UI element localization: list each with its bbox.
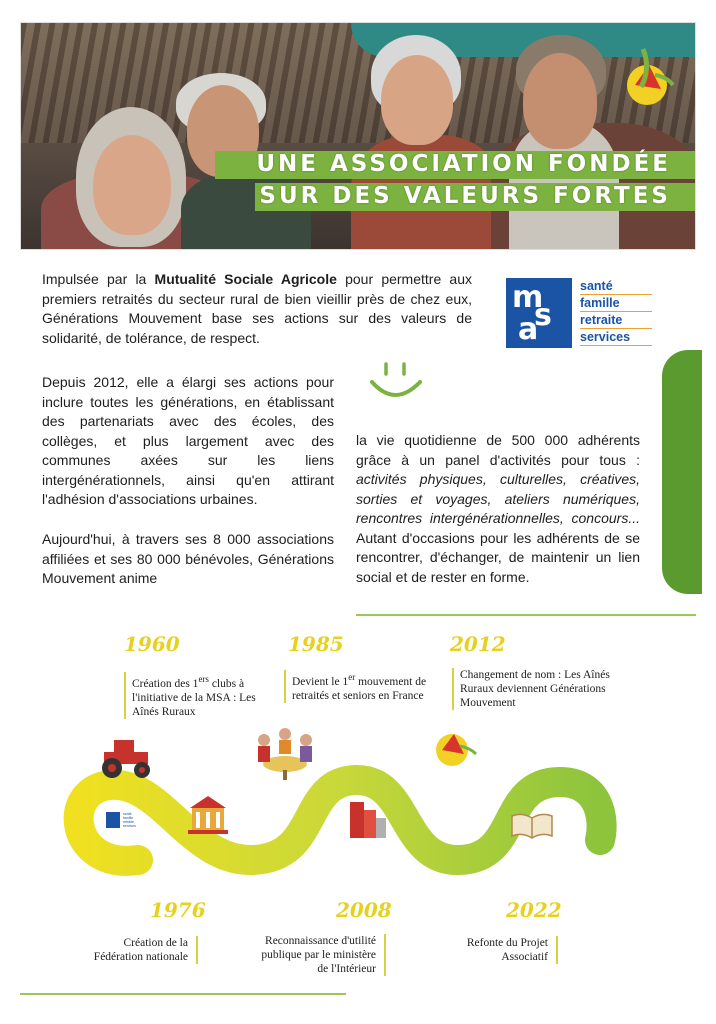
event-bar [196, 936, 198, 964]
timeline-year-2012: 2012 [450, 632, 506, 656]
event-bar [556, 936, 558, 964]
tractor-icon [98, 736, 156, 780]
mini-msa-box [106, 812, 120, 828]
hero-title-line-1: UNE ASSOCIATION FONDÉE [256, 151, 671, 177]
intro-text-end: pour permettre aux premiers retraités du secteur rural de bien vieillir près de chez eux, Générations Mouvement base ses actions sur des valeurs de solidarité, de tolérance, de respect. [42, 271, 473, 346]
mini-msa-line: santé [123, 812, 132, 816]
event-bar [124, 672, 126, 719]
event-text: clubs à l'initiative de la MSA : Les Aînés Ruraux [132, 677, 256, 718]
msa-letter: a [518, 312, 539, 347]
generations-mouvement-logo-icon [432, 722, 478, 768]
event-text: Création des 1 [132, 677, 199, 690]
mini-msa-line: retraite [123, 820, 134, 824]
event-text: Reconnaissance d'utilité publique par le ministère de l'Intérieur [261, 935, 376, 975]
building-icon [186, 794, 230, 836]
mini-msa-line: services [123, 824, 136, 828]
timeline-year-1976: 1976 [150, 898, 206, 922]
timeline-event-2022 [462, 936, 548, 964]
mini-msa-lines [123, 812, 136, 828]
timeline-year-2008: 2008 [336, 898, 392, 922]
col2-italic: activités physiques, culturelles, créatives, sorties et voyages, ateliers numériques, rencontres intergénérationnelles, concours... [356, 471, 640, 526]
msa-letter: s [534, 298, 552, 333]
msa-letter: m [512, 280, 544, 315]
intro-text: Impulsée par la [42, 271, 155, 287]
col2-text-end: Autant d'occasions pour les adhérents de se rencontrer, d'échanger, de maintenir un lien social et de rester en forme. [356, 529, 640, 585]
msa-line: services [580, 329, 652, 346]
event-sup: ers [198, 674, 209, 684]
hero-title-line-2: SUR DES VALEURS FORTES [259, 183, 671, 209]
mini-msa-logo [106, 812, 150, 834]
timeline-event-2012 [460, 668, 620, 710]
event-bar [384, 934, 386, 976]
event-sup: er [348, 672, 356, 682]
timeline-event-1985 [292, 670, 432, 703]
msa-line: retraite [580, 312, 652, 329]
col2-text: la vie quotidienne de 500 000 adhérents grâce à un panel d'activités pour tous : [356, 432, 640, 468]
event-bar [284, 670, 286, 703]
timeline-event-2008 [254, 934, 376, 976]
people-table-icon [250, 724, 320, 782]
event-text: Changement de nom : Les Aînés Ruraux deviennent Générations Mouvement [460, 669, 610, 709]
open-book-icon [510, 810, 554, 840]
intro-bold: Mutualité Sociale Agricole [154, 271, 337, 287]
event-text: Devient le 1 [292, 675, 349, 688]
event-text: Refonte du Projet Associatif [466, 937, 548, 963]
city-buildings-icon [346, 798, 390, 842]
timeline-year-1960: 1960 [124, 632, 180, 656]
timeline-event-1960 [132, 672, 276, 719]
msa-line: famille [580, 295, 652, 312]
col1-paragraph-2: Aujourd'hui, à travers ses 8 000 associations affiliées et ses 80 000 bénévoles, Générations Mouvement anime [42, 531, 334, 586]
timeline-year-2022: 2022 [506, 898, 562, 922]
timeline-year-1985: 1985 [288, 632, 344, 656]
msa-line: santé [580, 278, 652, 295]
mini-msa-line: famille [123, 816, 134, 820]
timeline-event-1976 [84, 936, 188, 964]
col1-paragraph-1: Depuis 2012, elle a élargi ses actions pour inclure toutes les générations, en établissant des partenariats avec des écoles, des collèges, et plus largement avec des communes axées sur les liens intergénérationnels, ainsi qu'en attirant l'adhésion d'associations urbaines. [42, 374, 334, 507]
event-text: Création de la Fédération nationale [93, 937, 188, 963]
event-bar [452, 668, 454, 710]
event-text: mouvement de retraités et seniors en France [292, 675, 427, 702]
